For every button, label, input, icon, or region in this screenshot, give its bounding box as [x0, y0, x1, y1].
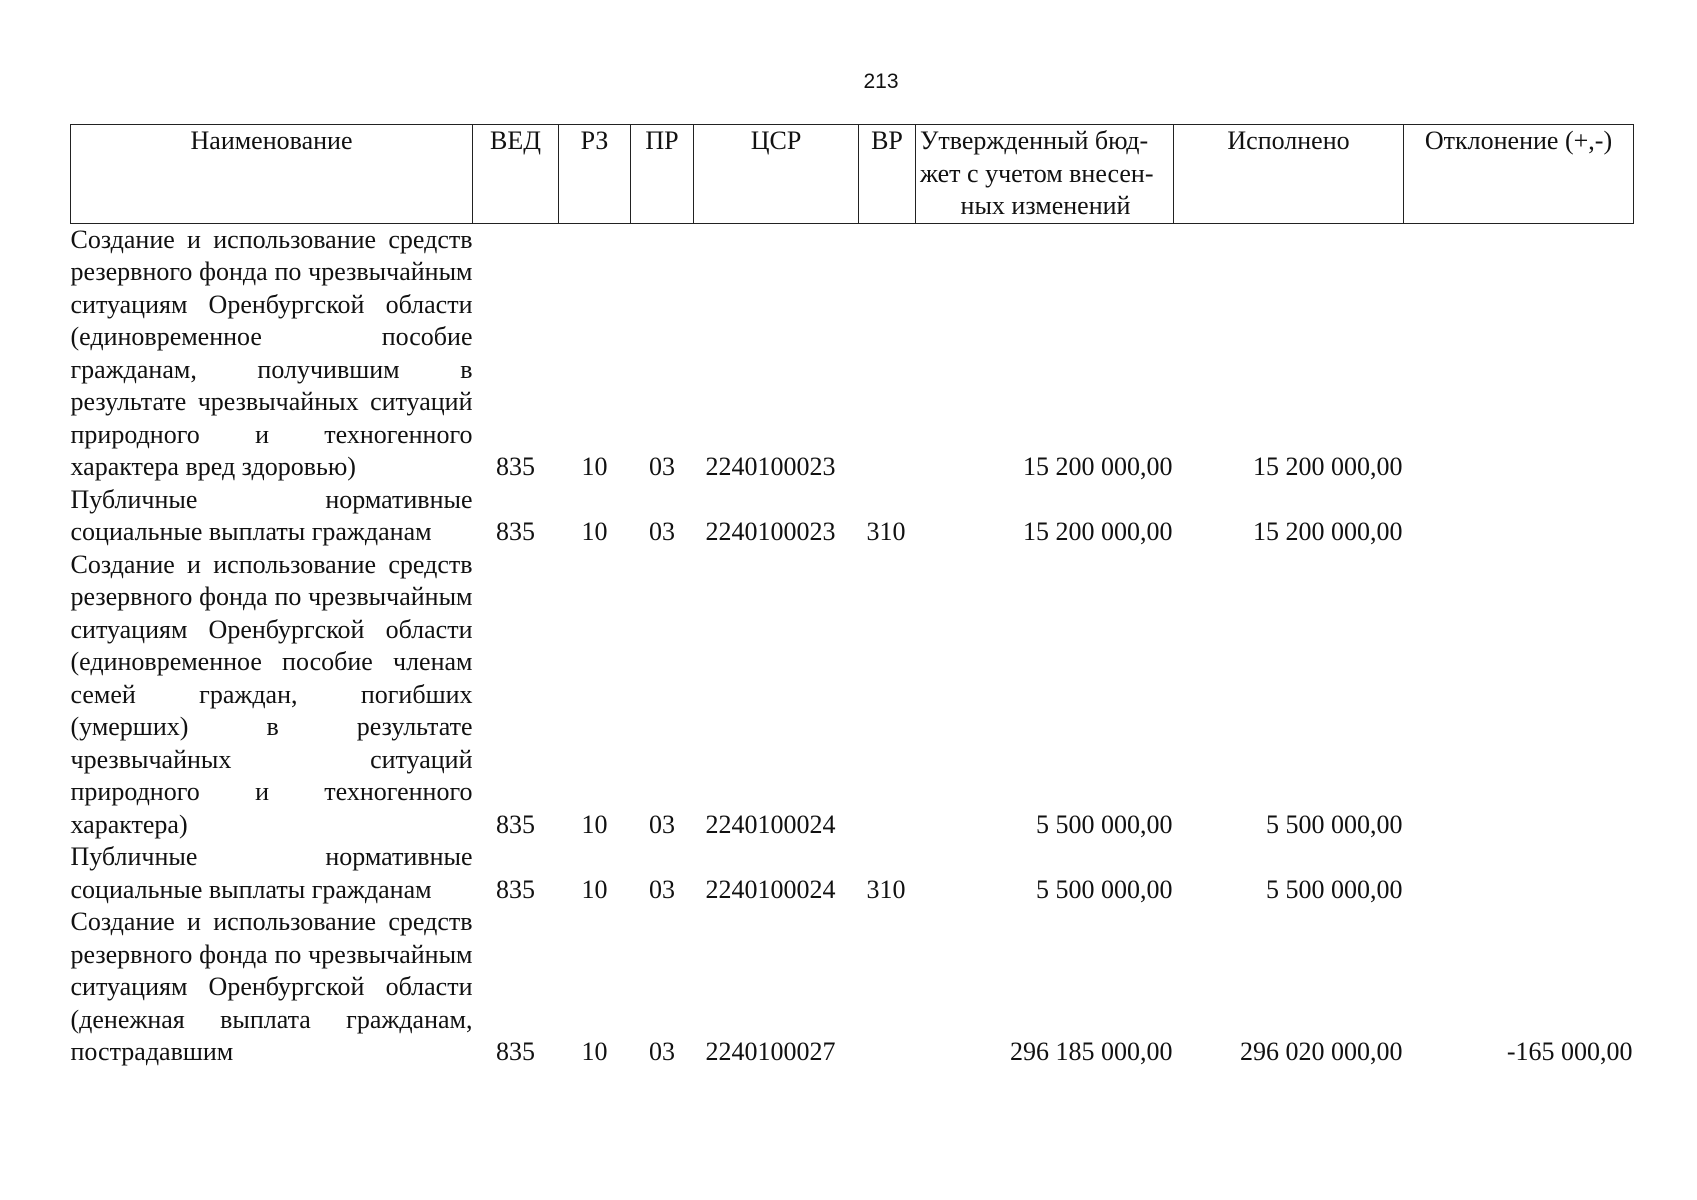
row-approved: 5 500 000,00 — [1036, 809, 1173, 839]
row-name: Публичные нормативные социальные выплаты гражданам — [70, 484, 473, 546]
table-row — [71, 906, 1634, 1069]
row-executed: 5 500 000,00 — [1266, 809, 1403, 839]
row-vr: 310 — [866, 517, 906, 546]
row-csr: 2240100023 — [705, 517, 836, 546]
row-ved: 835 — [496, 517, 535, 546]
table-row — [71, 484, 1634, 549]
row-vr — [859, 549, 916, 842]
row-approved: 15 200 000,00 — [1023, 517, 1173, 546]
header-rz: РЗ — [559, 125, 631, 224]
table-row — [71, 841, 1634, 906]
row-deviation — [1404, 484, 1634, 549]
table-header-row — [71, 125, 1634, 224]
row-name: Создание и использование средств резервного фонда по чрезвычайным ситуациям Оренбургской области (единовременное пособие гражданам, получившим в результате чрезвычайных ситуаций природного и техногенного характера вред здоровью) — [70, 224, 473, 481]
row-rz: 10 — [581, 1037, 608, 1066]
row-executed: 15 200 000,00 — [1253, 452, 1403, 481]
row-name: Создание и использование средств резервного фонда по чрезвычайным ситуациям Оренбургской области (денежная выплата гражданам, пострадавшим — [70, 907, 473, 1066]
row-executed: 5 500 000,00 — [1266, 874, 1403, 904]
row-approved: 296 185 000,00 — [1010, 1037, 1173, 1066]
header-approved-line-2: жет с учетом внесен- — [920, 158, 1154, 188]
header-pr: ПР — [631, 125, 694, 224]
row-deviation — [1404, 223, 1634, 484]
row-pr: 03 — [649, 452, 675, 481]
table-row — [71, 223, 1634, 484]
row-rz: 10 — [581, 452, 608, 481]
header-approved-line-3: ных изменений — [960, 191, 1131, 220]
header-ved: ВЕД — [473, 125, 559, 224]
table-row — [71, 549, 1634, 842]
row-pr: 03 — [649, 1037, 675, 1066]
row-csr: 2240100024 — [705, 874, 836, 904]
row-csr: 2240100024 — [705, 809, 836, 839]
row-vr — [859, 223, 916, 484]
header-name: Наименование — [71, 125, 473, 224]
row-name: Создание и использование средств резервного фонда по чрезвычайным ситуациям Оренбургской области (единовременное пособие членам семей граждан, погибших (умерших) в результате чрезвычайных ситуаций природного и техногенного характера) — [70, 549, 473, 839]
row-pr: 03 — [649, 517, 675, 546]
row-rz: 10 — [581, 517, 608, 546]
row-rz: 10 — [581, 874, 608, 904]
header-approved-budget — [916, 125, 1174, 224]
page-number: 213 — [863, 70, 899, 93]
row-vr — [859, 906, 916, 1069]
row-ved: 835 — [496, 874, 535, 904]
budget-execution-table — [70, 124, 1634, 1069]
row-pr: 03 — [649, 809, 675, 839]
row-csr: 2240100027 — [705, 1037, 836, 1066]
header-executed: Исполнено — [1174, 125, 1404, 224]
header-approved-line-1: Утвержденный бюд- — [920, 126, 1149, 155]
row-approved: 15 200 000,00 — [1023, 452, 1173, 481]
row-approved: 5 500 000,00 — [1036, 874, 1173, 904]
row-executed: 296 020 000,00 — [1240, 1037, 1403, 1066]
row-deviation: -165 000,00 — [1506, 1037, 1633, 1066]
row-executed: 15 200 000,00 — [1253, 517, 1403, 546]
header-vr: ВР — [859, 125, 916, 224]
row-csr: 2240100023 — [705, 452, 836, 481]
row-ved: 835 — [496, 809, 535, 839]
row-rz: 10 — [581, 809, 608, 839]
row-ved: 835 — [496, 452, 535, 481]
row-deviation — [1404, 549, 1634, 842]
header-csr: ЦСР — [694, 125, 859, 224]
row-ved: 835 — [496, 1037, 535, 1066]
header-deviation: Отклонение (+,-) — [1404, 125, 1634, 224]
row-name: Публичные нормативные социальные выплаты гражданам — [70, 842, 473, 904]
row-vr: 310 — [866, 874, 906, 904]
row-deviation — [1404, 841, 1634, 906]
row-pr: 03 — [649, 874, 675, 904]
